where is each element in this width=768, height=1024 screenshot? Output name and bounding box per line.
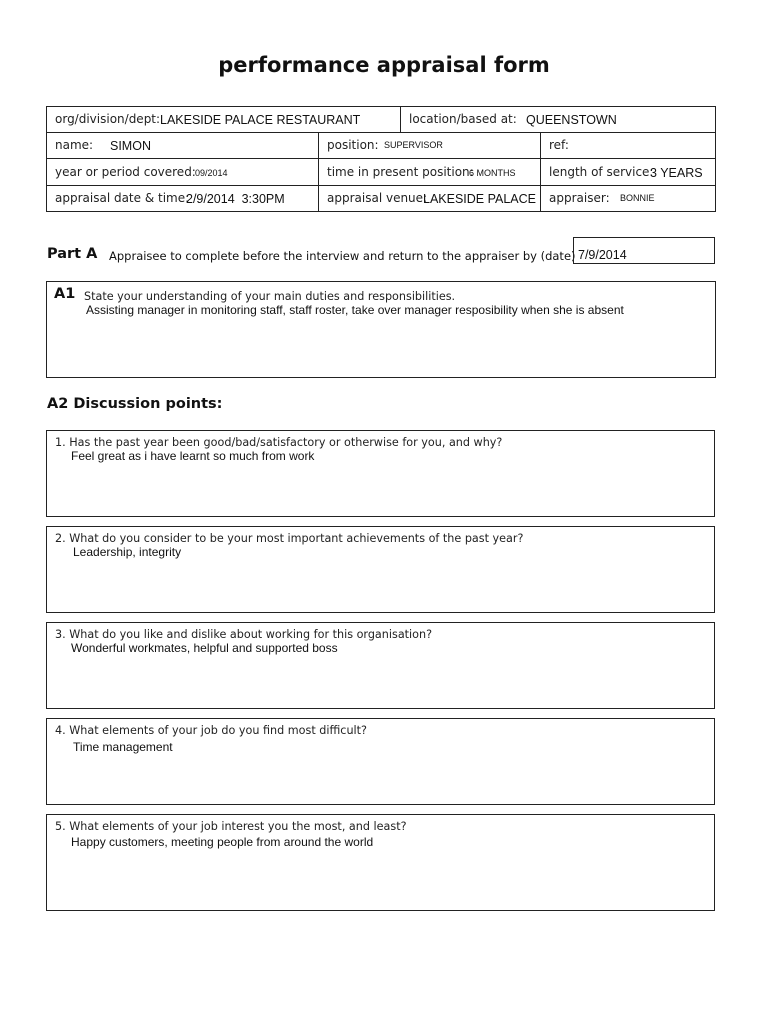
discussion-question-2: 2. What do you consider to be your most important achievements of the past year?: [55, 532, 524, 545]
part-a-label: Part A: [47, 246, 98, 262]
a1-answer: Assisting manager in monitoring staff, staff roster, take over manager resposibility when she is absent: [86, 303, 624, 317]
discussion-box-1[interactable]: [46, 430, 715, 517]
part-a-description: Appraisee to complete before the interview and return to the appraiser by (date): [109, 249, 576, 263]
name-label: name:: [55, 138, 94, 152]
discussion-answer-1: Feel great as i have learnt so much from work: [71, 449, 315, 463]
time-in-position-label: time in present position:: [327, 165, 474, 179]
location-value[interactable]: QUEENSTOWN: [526, 113, 617, 127]
discussion-answer-4: Time management: [73, 740, 173, 754]
header-table: [46, 106, 716, 212]
a1-question: State your understanding of your main duties and responsibilities.: [84, 290, 456, 303]
org-value[interactable]: LAKESIDE PALACE RESTAURANT: [160, 113, 361, 127]
position-label: position:: [327, 138, 379, 152]
discussion-question-3: 3. What do you like and dislike about working for this organisation?: [55, 628, 433, 641]
discussion-box-4[interactable]: [46, 718, 715, 805]
ref-label: ref:: [549, 138, 569, 152]
a1-box[interactable]: [46, 281, 716, 378]
a1-label: A1: [54, 286, 76, 302]
period-label: year or period covered:: [55, 165, 196, 179]
position-value[interactable]: SUPERVISOR: [384, 140, 443, 150]
org-label: org/division/dept:: [55, 112, 161, 126]
discussion-answer-2: Leadership, integrity: [73, 545, 182, 559]
discussion-question-5: 5. What elements of your job interest you the most, and least?: [55, 820, 407, 833]
date-value[interactable]: 2/9/2014 3:30PM: [186, 192, 285, 206]
venue-value[interactable]: LAKESIDE PALACE: [423, 192, 537, 206]
part-a-date-field[interactable]: [573, 237, 715, 264]
name-value[interactable]: SIMON: [110, 139, 151, 153]
appraiser-value[interactable]: BONNIE: [620, 193, 655, 203]
discussion-box-5[interactable]: [46, 814, 715, 911]
time-in-position-value[interactable]: 6 MONTHS: [469, 168, 516, 178]
service-label: length of service:: [549, 165, 654, 179]
discussion-question-4: 4. What elements of your job do you find most difficult?: [55, 724, 367, 737]
period-value[interactable]: 09/2014: [195, 168, 228, 178]
location-label: location/based at:: [409, 112, 517, 126]
discussion-answer-5: Happy customers, meeting people from around the world: [71, 835, 374, 849]
discussion-question-1: 1. Has the past year been good/bad/satisfactory or otherwise for you, and why?: [55, 436, 503, 449]
form-title: performance appraisal form: [218, 53, 550, 77]
part-a-date-value: 7/9/2014: [578, 248, 627, 262]
discussion-answer-3: Wonderful workmates, helpful and supported boss: [71, 641, 338, 655]
appraiser-label: appraiser:: [549, 191, 610, 205]
venue-label: appraisal venue:: [327, 191, 428, 205]
a2-heading: A2 Discussion points:: [47, 396, 223, 412]
discussion-box-2[interactable]: [46, 526, 715, 613]
discussion-box-3[interactable]: [46, 622, 715, 709]
date-label: appraisal date & time:: [55, 191, 190, 205]
service-value[interactable]: 3 YEARS: [650, 166, 703, 180]
